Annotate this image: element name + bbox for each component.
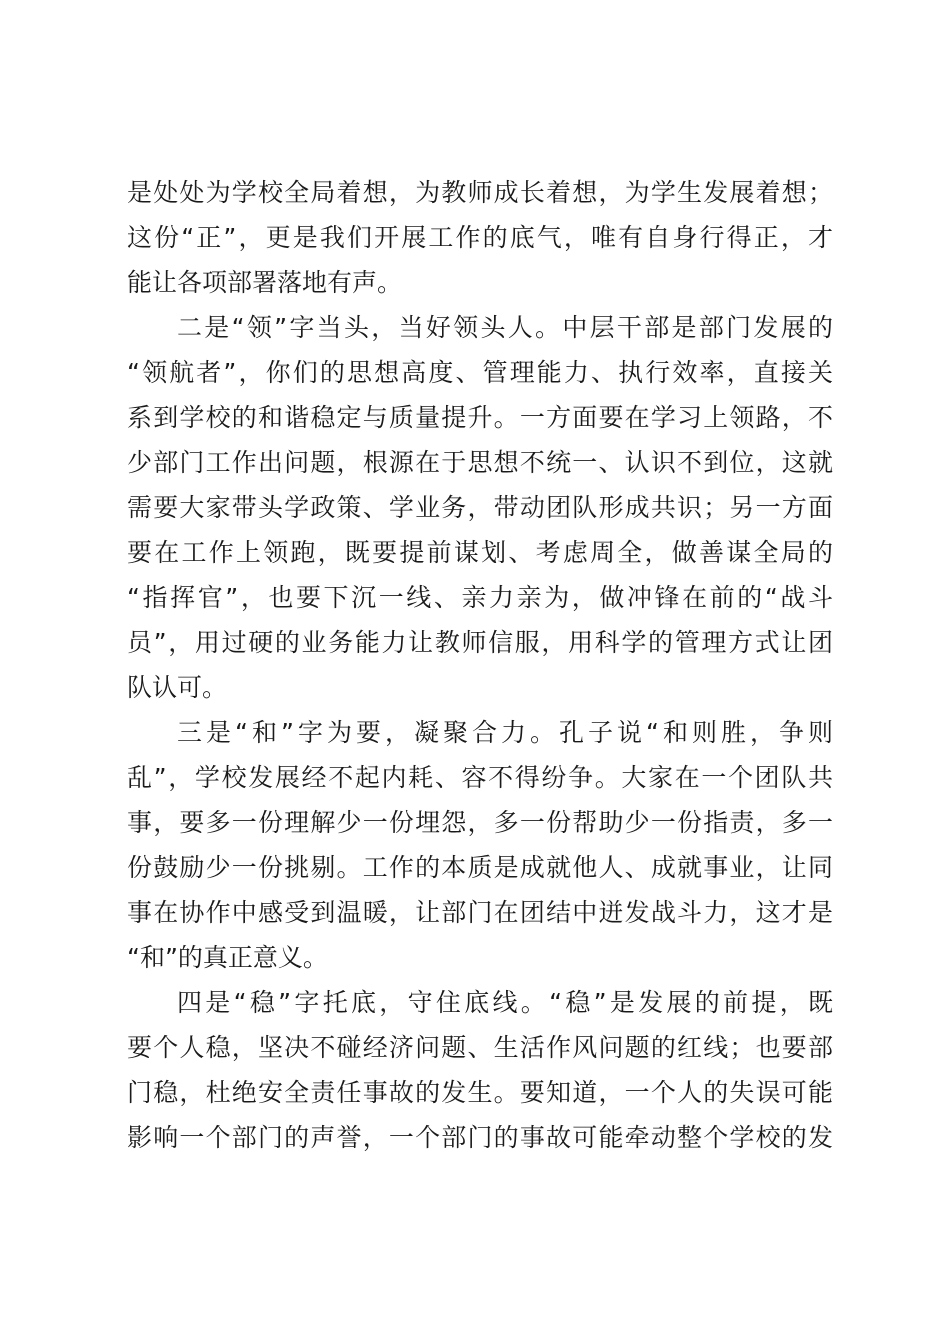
text-line: 能让各项部署落地有声。 — [127, 268, 403, 297]
document-body — [127, 170, 833, 1160]
text-line: 要在工作上领跑，既要提前谋划、考虑周全，做善谋全局的 — [127, 538, 833, 567]
text-line: 需要大家带头学政策、学业务，带动团队形成共识；另一方面 — [127, 493, 833, 522]
text-line: 少部门工作出问题，根源在于思想不统一、认识不到位，这就 — [127, 448, 833, 477]
text-line: 四是“稳”字托底，守住底线。“稳”是发展的前提，既 — [177, 988, 833, 1017]
text-line: “领航者”，你们的思想高度、管理能力、执行效率，直接关 — [127, 358, 833, 387]
text-line: 系到学校的和谐稳定与质量提升。一方面要在学习上领路，不 — [127, 403, 833, 432]
text-line: “和”的真正意义。 — [127, 943, 328, 972]
text-line: 员”，用过硬的业务能力让教师信服，用科学的管理方式让团 — [127, 628, 833, 657]
text-line: 乱”，学校发展经不起内耗、容不得纷争。大家在一个团队共 — [127, 763, 833, 792]
text-line: 事，要多一份理解少一份埋怨，多一份帮助少一份指责，多一 — [127, 808, 833, 837]
text-line: 二是“领”字当头，当好领头人。中层干部是部门发展的 — [177, 313, 833, 342]
text-line: 是处处为学校全局着想，为教师成长着想，为学生发展着想； — [127, 178, 833, 207]
text-line: 事在协作中感受到温暖，让部门在团结中迸发战斗力，这才是 — [127, 898, 833, 927]
text-line: 要个人稳，坚决不碰经济问题、生活作风问题的红线；也要部 — [127, 1033, 833, 1062]
text-line: 队认可。 — [127, 673, 228, 702]
text-line: 影响一个部门的声誉，一个部门的事故可能牵动整个学校的发 — [127, 1123, 833, 1152]
text-line: “指挥官”，也要下沉一线、亲力亲为，做冲锋在前的“战斗 — [127, 583, 833, 612]
text-line: 三是“和”字为要，凝聚合力。孔子说“和则胜，争则 — [177, 718, 833, 747]
text-line: 份鼓励少一份挑剔。工作的本质是成就他人、成就事业，让同 — [127, 853, 833, 882]
text-line: 这份“正”，更是我们开展工作的底气，唯有自身行得正，才 — [127, 223, 833, 252]
text-line: 门稳，杜绝安全责任事故的发生。要知道，一个人的失误可能 — [127, 1078, 833, 1107]
